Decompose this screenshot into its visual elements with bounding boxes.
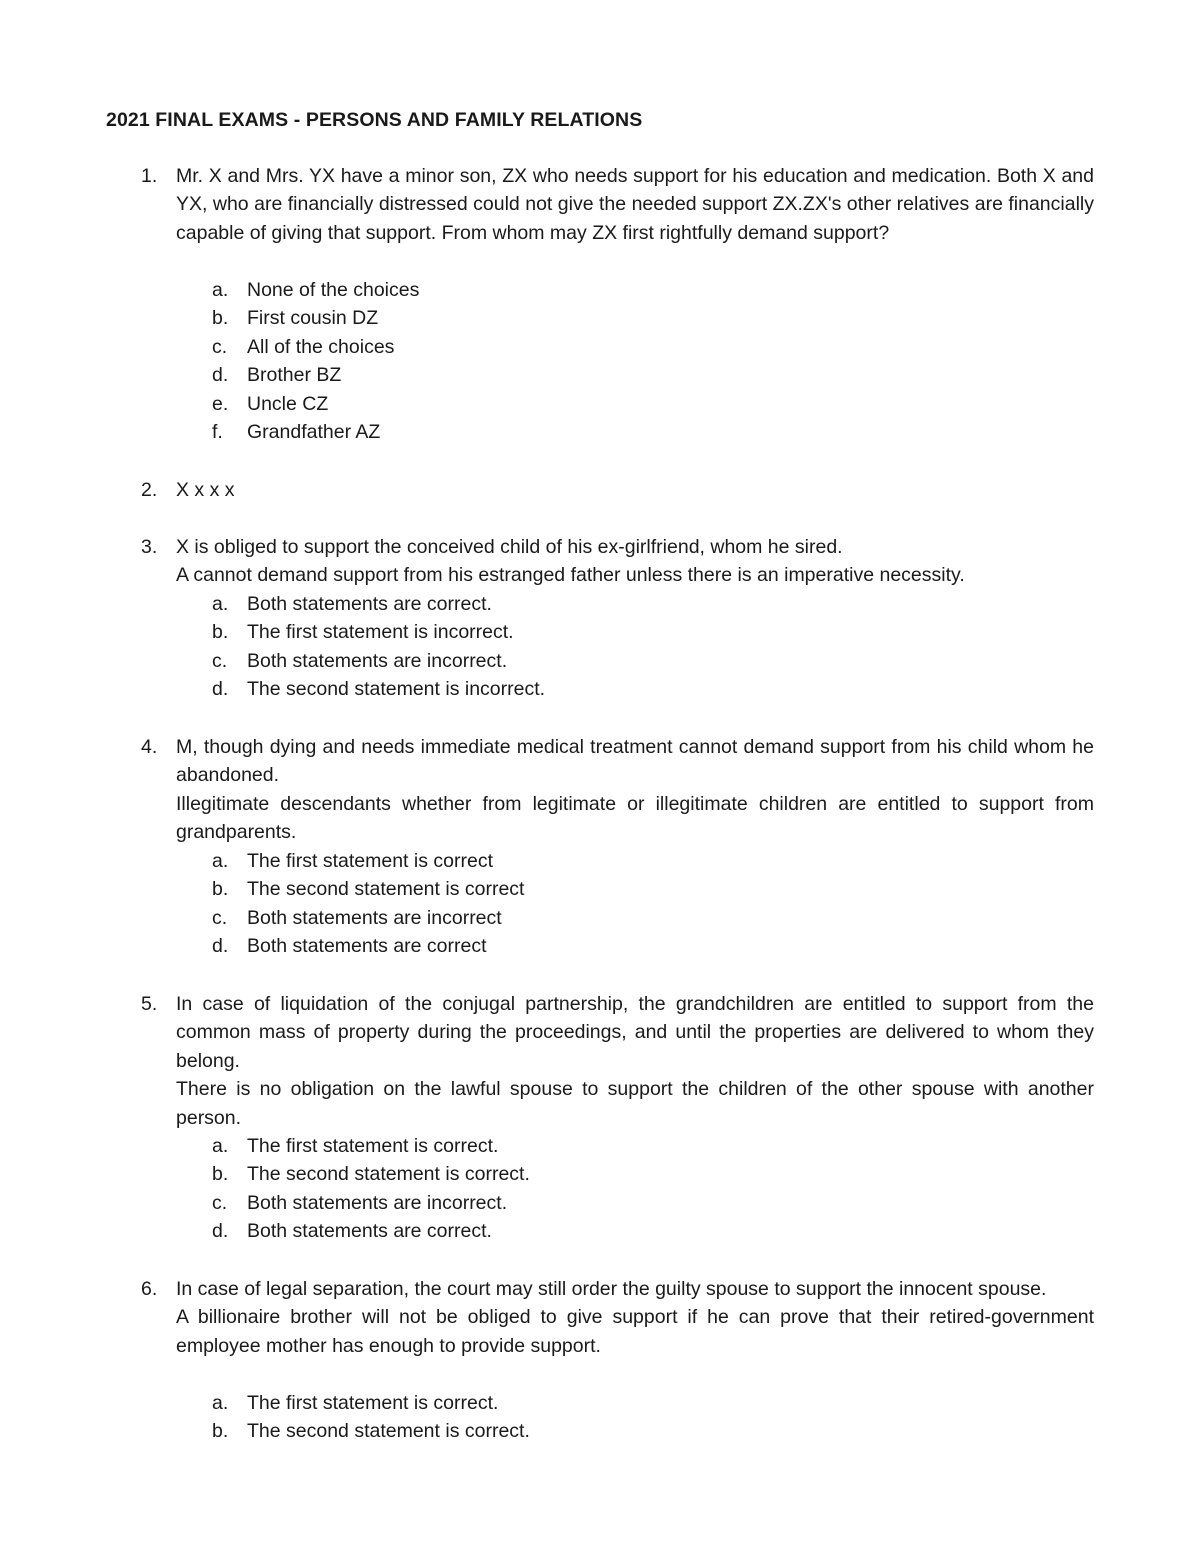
option-b <box>0 1160 1200 1188</box>
option-text: The first statement is correct. <box>247 1392 499 1414</box>
option-text: Both statements are incorrect. <box>247 1191 508 1214</box>
option-b <box>0 1417 1200 1445</box>
option-letter: b. <box>212 1420 229 1443</box>
option-letter: d. <box>212 935 229 958</box>
question-number: 5. <box>141 993 158 1015</box>
question-number: 6. <box>141 1278 158 1300</box>
question-stem <box>176 1275 1094 1360</box>
option-list <box>0 1389 1200 1446</box>
option-text: First cousin DZ <box>247 307 379 330</box>
option-text: Both statements are correct. <box>247 593 492 615</box>
option-text: Both statements are correct <box>247 935 487 958</box>
option-letter: c. <box>212 335 228 358</box>
option-text: The second statement is incorrect. <box>247 678 546 701</box>
option-letter: a. <box>212 850 229 872</box>
option-letter: a. <box>212 1392 229 1414</box>
option-letter: a. <box>212 279 229 301</box>
option-letter: b. <box>212 1163 229 1186</box>
option-text: Grandfather AZ <box>247 420 381 443</box>
question-number: 1. <box>141 165 158 187</box>
option-list <box>0 590 1200 704</box>
statement-2: A cannot demand support from his estranged father unless there is an imperative necessity. <box>176 564 965 587</box>
question-number: 3. <box>141 536 158 558</box>
option-b <box>0 618 1200 646</box>
option-d <box>0 932 1200 960</box>
option-text: The first statement is correct <box>247 850 493 872</box>
option-text: All of the choices <box>247 335 395 358</box>
option-letter: d. <box>212 678 229 701</box>
option-text: The second statement is correct <box>247 878 525 901</box>
option-b <box>0 304 1200 332</box>
option-c <box>0 647 1200 675</box>
option-letter: f. <box>212 420 223 443</box>
option-list <box>0 847 1200 961</box>
option-letter: d. <box>212 1220 229 1243</box>
option-a <box>0 1132 1200 1160</box>
option-text: The second statement is correct. <box>247 1420 530 1443</box>
option-text: Both statements are incorrect <box>247 906 502 929</box>
statement-1: In case of legal separation, the court may still order the guilty spouse to support the innocent spouse. <box>176 1278 1047 1300</box>
statement-1: M, though dying and needs immediate medical treatment cannot demand support from his child whom he abandoned. <box>176 736 1094 787</box>
option-a <box>0 1389 1200 1417</box>
option-d <box>0 675 1200 703</box>
option-d <box>0 361 1200 389</box>
option-f <box>0 418 1200 446</box>
statement-2: There is no obligation on the lawful spouse to support the children of the other spouse with another person. <box>176 1078 1094 1129</box>
option-letter: b. <box>212 621 229 644</box>
option-a <box>0 590 1200 618</box>
question-stem <box>176 162 1094 247</box>
option-letter: a. <box>212 1135 229 1157</box>
option-letter: c. <box>212 649 228 672</box>
question-number: 4. <box>141 736 158 758</box>
option-c <box>0 904 1200 932</box>
option-text: The first statement is incorrect. <box>247 621 514 644</box>
question-stem <box>176 476 1094 504</box>
statement-1: X is obliged to support the conceived child of his ex-girlfriend, whom he sired. <box>176 536 843 558</box>
option-letter: b. <box>212 878 229 901</box>
option-a <box>0 276 1200 304</box>
option-text: Both statements are correct. <box>247 1220 492 1243</box>
statement-2: A billionaire brother will not be obliged to give support if he can prove that their retired-government employee mother has enough to provide support. <box>176 1306 1094 1357</box>
option-list <box>0 1132 1200 1246</box>
option-text: Both statements are incorrect. <box>247 649 508 672</box>
option-text: The first statement is correct. <box>247 1135 499 1157</box>
option-letter: b. <box>212 307 229 330</box>
option-letter: d. <box>212 364 229 387</box>
statement-1: In case of liquidation of the conjugal partnership, the grandchildren are entitled to support from the common mass of property during the proceedings, and until the properties are delivered to whom they belong. <box>176 993 1094 1072</box>
option-b <box>0 875 1200 903</box>
option-text: None of the choices <box>247 279 420 301</box>
option-c <box>0 333 1200 361</box>
option-letter: c. <box>212 906 228 929</box>
option-d <box>0 1217 1200 1245</box>
option-c <box>0 1189 1200 1217</box>
option-text: Brother BZ <box>247 364 342 387</box>
question-stem <box>176 733 1094 847</box>
question-number: 2. <box>141 479 158 501</box>
question-stem <box>176 990 1094 1132</box>
option-letter: e. <box>212 392 229 415</box>
statement-2: Illegitimate descendants whether from legitimate or illegitimate children are entitled to support from grandparents. <box>176 792 1094 844</box>
question-text: Mr. X and Mrs. YX have a minor son, ZX who needs support for his education and medication. Both X and YX, who are financially distressed could not give the needed support ZX.ZX's other relatives are financially capable of giving that support. From whom may ZX first rightfully demand support? <box>176 165 1094 244</box>
option-letter: c. <box>212 1191 228 1214</box>
option-text: The second statement is correct. <box>247 1163 530 1186</box>
option-a <box>0 847 1200 875</box>
question-text: X x x x <box>176 479 235 501</box>
option-e <box>0 390 1200 418</box>
option-list <box>0 276 1200 446</box>
document-title: 2021 FINAL EXAMS - PERSONS AND FAMILY RELATIONS <box>106 109 643 131</box>
question-stem <box>176 533 1094 590</box>
option-text: Uncle CZ <box>247 392 329 415</box>
option-letter: a. <box>212 593 229 615</box>
